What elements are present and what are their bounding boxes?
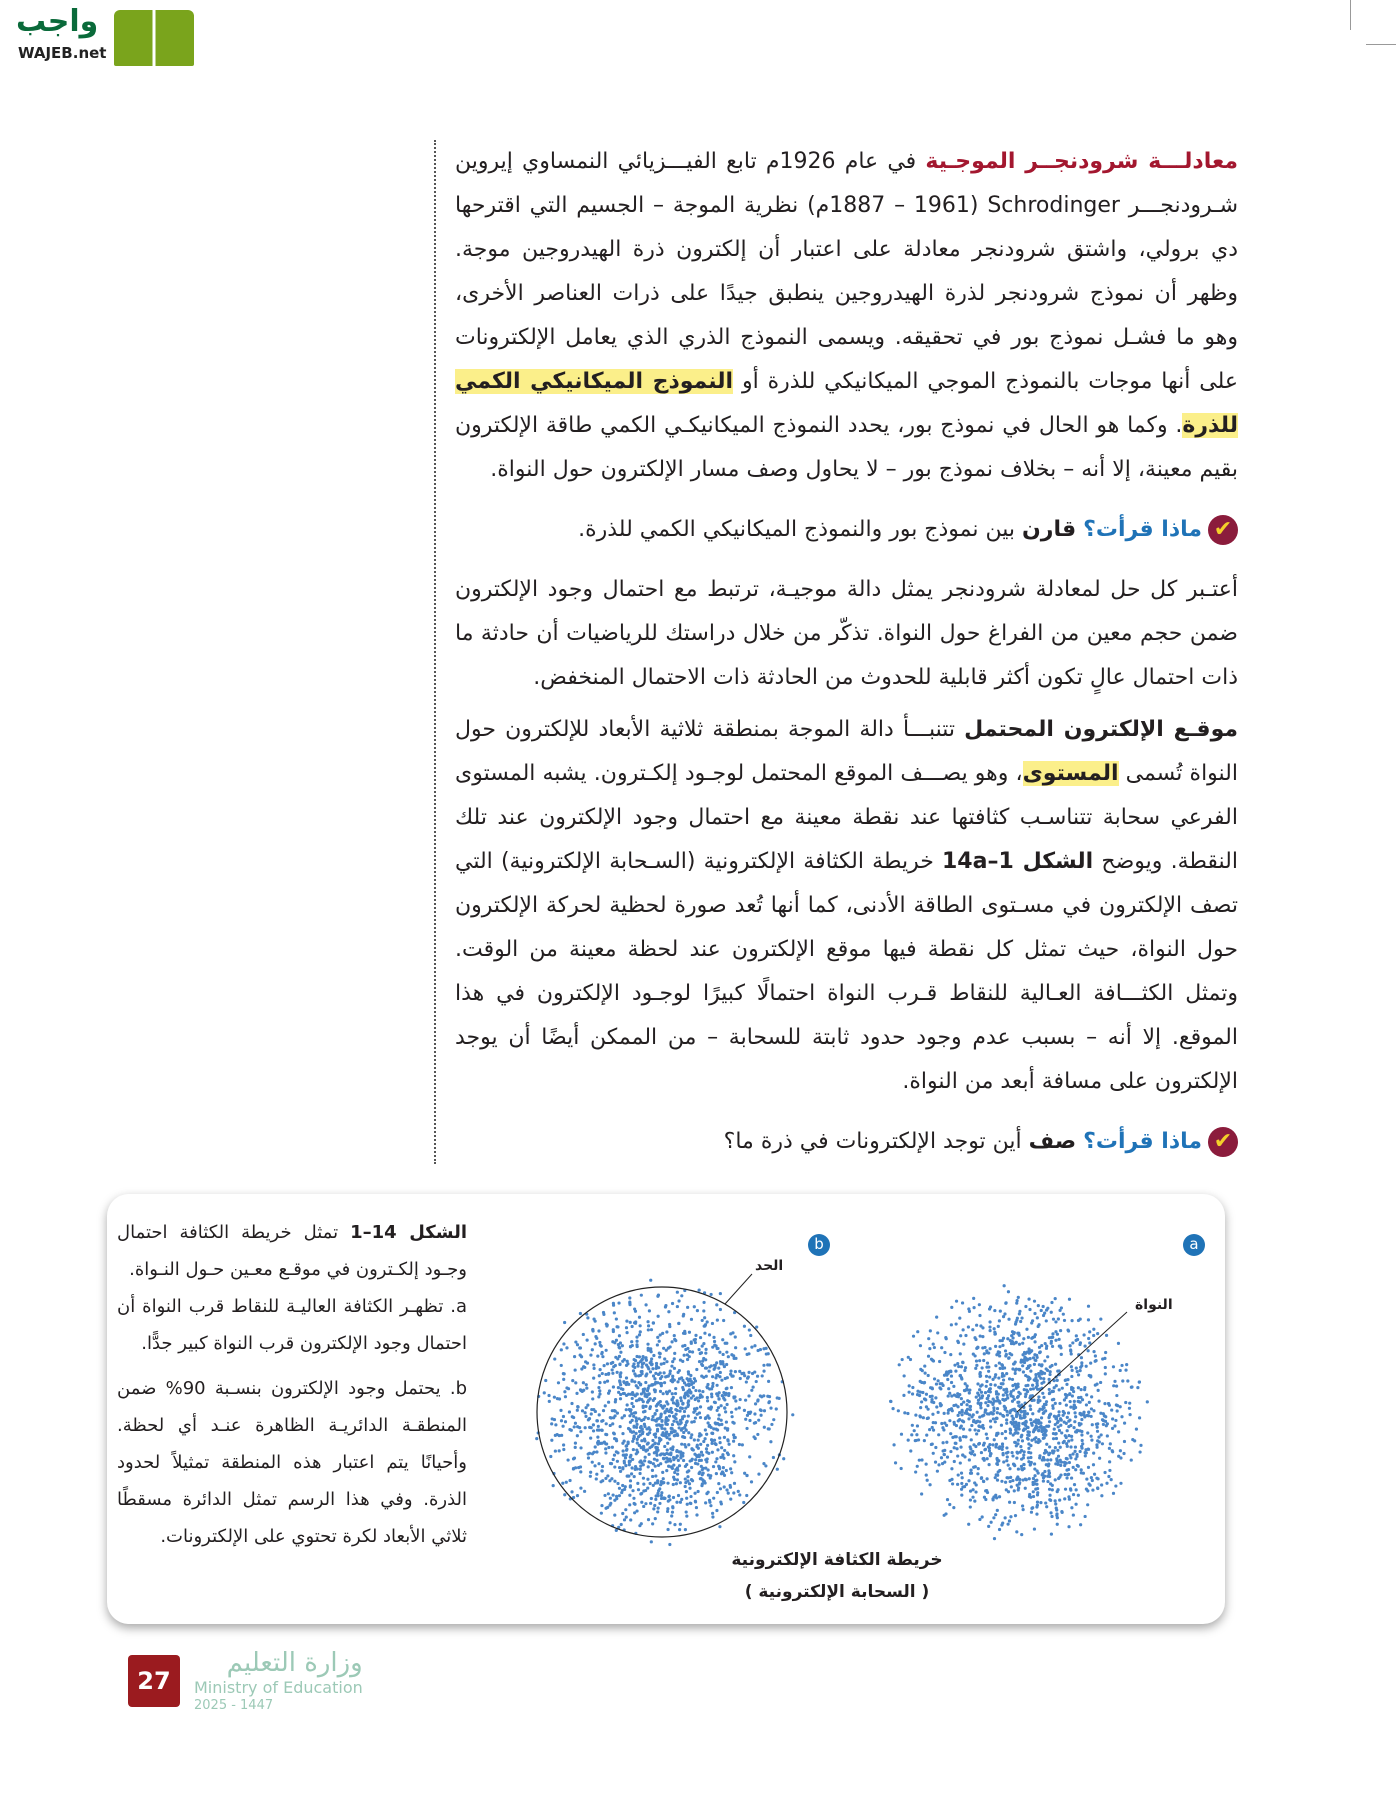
paragraph-electron-location — [455, 708, 1238, 1104]
text: تمثل خريطة الكثافة احتمال وجـود إلكـترون في موقـع معـين حـول النـواة. — [117, 1222, 467, 1280]
main-text-column — [434, 140, 1238, 1164]
page-number: 27 — [128, 1655, 180, 1707]
text: أعتـبر كل حل لمعادلة شرودنجر يمثل دالة موجيـة، ترتبط مع احتمال وجود الإلكترون ضمن حجم معين من الفراغ حول النواة. تذكّر من خلال دراستك للرياضيات أن حادثة ما ذات احتمال عالٍ تكون أكثر قابلية للحدوث من الحادثة ذات الاحتمال المنخفض. — [455, 577, 1238, 690]
checkmark-icon: ✔ — [1208, 515, 1238, 545]
figure-caption — [117, 1214, 467, 1555]
term-schrodinger: معادلـــة شرودنجــر الموجـية — [925, 149, 1238, 174]
text: ، وهو يصـــف الموقع المحتمل لوجـود إلكـترون. يشبه المستوى الفرعي سحابة تتناسـب كثافتها عند نقطة معينة مع احتمال وجود الإلكترون عند تلك النقطة. ويوضح — [455, 761, 1238, 874]
badge-a: a — [1183, 1234, 1205, 1256]
logo-english: WAJEB.net — [18, 44, 107, 62]
ministry-logo-ar: وزارة التعليم — [226, 1648, 363, 1678]
checkmark-icon: ✔ — [1208, 1127, 1238, 1157]
term-electron-location: موقـع الإلكترون المحتمل — [964, 717, 1238, 742]
text: . وكما هو الحال في نموذج بور، يحدد النموذج الميكانيكـي الكمي طاقة الإلكترون بقيم معينة، إلا أنه – بخلاف نموذج بور – لا يحاول وصف مسار الإلكترون حول النواة. — [455, 413, 1238, 482]
text: في عام 1926م تابع الفيـــزيائي النمساوي إيروين شـرودنجـــر Schrodinger (1887 – 1961م) نظرية الموجة – الجسيم التي اقترحها دي برولي، واشتق شرودنجر معادلة على اعتبار أن إلكترون ذرة الهيدروجين موجة. وظهر أن نموذج شرودنجر لذرة الهيدروجين ينطبق جيدًا على ذرات العناصر الأخرى، وهو ما فشـل نموذج بور في تحقيقه. ويسمى النموذج الذري الذي يعامل الإلكترونات على أنها موجات بالنموذج الموجي الميكانيكي للذرة أو — [455, 149, 1239, 394]
reading-check-label: ماذا قرأت؟ — [1083, 1129, 1202, 1154]
figure-title: الشكل 14–1 — [350, 1222, 467, 1243]
map-title-line2: ( السحابة الإلكترونية ) — [744, 1582, 930, 1602]
figure-reference: الشكل 14a–1 — [941, 849, 1094, 874]
text: صف — [1028, 1129, 1077, 1154]
reading-check-2 — [455, 1120, 1238, 1164]
text: قارن — [1022, 517, 1077, 542]
text: تتنبـــأ دالة الموجة بمنطقة ثلاثية الأبعاد للإلكترون حول النواة تُسمى — [455, 717, 1238, 786]
label-boundary: الحد — [755, 1258, 784, 1274]
caption-a: a. تظهـر الكثافة العاليـة للنقاط قرب النواة أن احتمال وجود الإلكترون قرب النواة كبير جدًّا. — [117, 1296, 467, 1354]
text: أين توجد الإلكترونات في ذرة ما؟ — [723, 1129, 1029, 1154]
paragraph-wave-function — [455, 568, 1238, 700]
ministry-logo-en: Ministry of Education — [194, 1678, 363, 1697]
crop-mark — [1366, 44, 1396, 45]
label-nucleus: النواة — [1135, 1297, 1173, 1313]
crop-mark — [1350, 0, 1351, 30]
reading-check-1 — [455, 508, 1238, 552]
diagram-area — [467, 1194, 1225, 1624]
year: 2025 - 1447 — [194, 1698, 274, 1713]
highlight-quantum-model: النموذج الميكانيكي الكمي للذرة — [455, 369, 1238, 438]
figure-box — [107, 1194, 1225, 1624]
book-icon — [114, 10, 194, 66]
footer — [128, 1648, 1396, 1714]
map-title-line1: خريطة الكثافة الإلكترونية — [731, 1550, 943, 1570]
caption-b: b. يحتمل وجود الإلكترون بنسـبة 90% ضمن المنطقـة الدائريـة الظاهرة عنـد أي لحظة. وأحيانًا يتم اعتبار هذه المنطقة تمثيلاً لحدود الذرة. وفي هذا الرسم تمثل الدائرة مسقطًا ثلاثي الأبعاد لكرة تحتوي على الإلكترونات. — [117, 1378, 467, 1547]
logo-arabic: واجب — [16, 4, 99, 39]
boundary-pointer — [725, 1274, 752, 1304]
text: بين نموذج بور والنموذج الميكانيكي الكمي للذرة. — [578, 517, 1023, 542]
highlight-orbital: المستوى — [1022, 761, 1119, 786]
cloud-a — [889, 1284, 1149, 1540]
map-title — [697, 1544, 977, 1608]
paragraph-schrodinger — [455, 140, 1238, 492]
ministry-logo — [194, 1648, 363, 1714]
cloud-b — [535, 1279, 794, 1547]
reading-check-label: ماذا قرأت؟ — [1083, 517, 1202, 542]
badge-b: b — [808, 1234, 830, 1256]
wajeb-logo[interactable] — [8, 4, 193, 70]
text: خريطة الكثافة الإلكترونية (السـحابة الإلكترونية) التي تصف الإلكترون في مسـتوى الطاقة الأدنى، كما أنها تُعد صورة لحظية لحركة الإلكترون حول النواة، حيث تمثل كل نقطة فيها موقع الإلكترون عند لحظة معينة من الوقت. وتمثل الكثـــافة العـالية للنقاط قـرب النواة احتمالًا كبيرًا لوجـود الإلكترون في هذا الموقع. إلا أنه – بسبب عدم وجود حدود ثابتة للسحابة – من الممكن أيضًا أن يوجد الإلكترون على مسافة أبعد من النواة. — [455, 849, 1238, 1094]
